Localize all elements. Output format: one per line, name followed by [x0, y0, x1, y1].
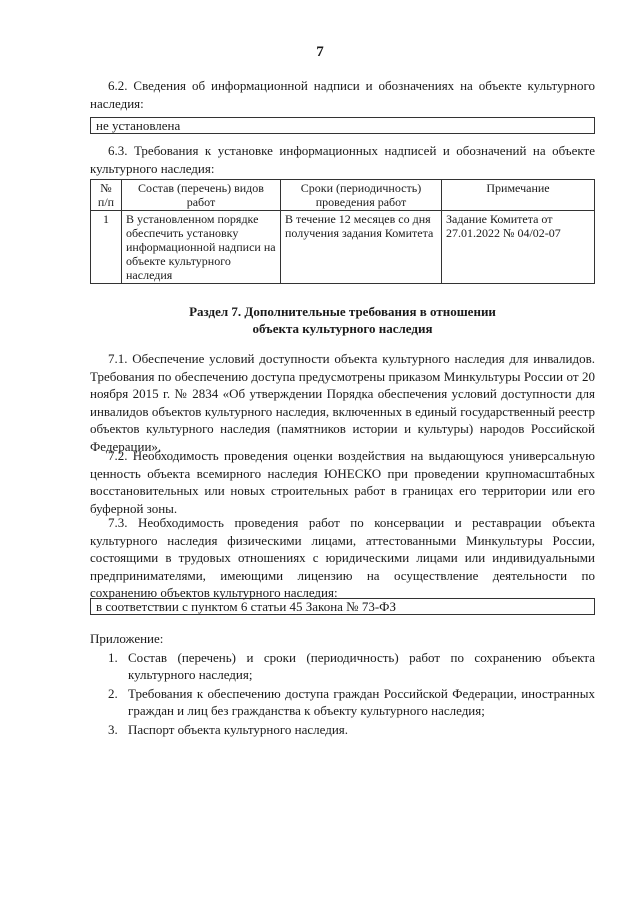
header-works: Состав (перечень) видов работ	[122, 180, 281, 211]
cell-works: В установленном порядке обеспечить установку информационной надписи на объекте культурного наследия	[122, 211, 281, 284]
appendix-item-number: 1.	[108, 650, 118, 665]
appendix-item	[90, 649, 595, 683]
paragraph-7-2: 7.2. Необходимость проведения оценки воздействия на выдающуюся универсальную ценность объекта всемирного наследия ЮНЕСКО при проведении крупномасштабных восстановительных или новых строительных работ в границах его территории или его буферной зоны.	[90, 448, 595, 516]
paragraph-7-3-value: в соответствии с пунктом 6 статьи 45 Закона № 73-ФЗ	[90, 598, 595, 615]
page-number: 7	[316, 44, 324, 60]
appendix-item-text: Состав (перечень) и сроки (периодичность) работ по сохранению объекта культурного наследия;	[128, 650, 595, 682]
cell-number: 1	[91, 211, 122, 284]
paragraph-7-1: 7.1. Обеспечение условий доступности объекта культурного наследия для инвалидов. Требования по обеспечению доступа предусмотрены приказом Минкультуры России от 20 ноября 2015 г. № 2834 «Об утверждении Порядка обеспечения условий доступности для инвалидов объектов культурного наследия, включенных в единый государственный реестр объектов культурного наследия (памятников истории и культуры) народов Российской Федерации».	[90, 351, 595, 454]
header-number: № п/п	[91, 180, 122, 211]
cell-note: Задание Комитета от 27.01.2022 № 04/02-07	[442, 211, 595, 284]
section-7-title	[90, 303, 595, 337]
header-note: Примечание	[442, 180, 595, 211]
header-terms: Сроки (периодичность) проведения работ	[281, 180, 442, 211]
appendix-item-number: 3.	[108, 722, 118, 737]
appendix-item-text: Требования к обеспечению доступа граждан Российской Федерации, иностранных граждан и лиц без гражданства к объекту культурного наследия;	[128, 686, 595, 718]
appendix-item	[90, 685, 595, 719]
table-row	[91, 211, 595, 284]
section-6-2-text: 6.2. Сведения об информационной надписи и обозначениях на объекте культурного наследия:	[90, 78, 595, 111]
section-6-2-value: не установлена	[90, 117, 595, 134]
appendix-label: Приложение:	[90, 631, 164, 646]
appendix-item	[90, 721, 595, 738]
paragraph-7-3: 7.3. Необходимость проведения работ по консервации и реставрации объекта культурного наследия физическими лицами, аттестованными Минкультуры России, состоящими в трудовых отношениях с юридическими лицами или индивидуальными предпринимателями, имеющими лицензию на осуществление деятельности по сохранению объектов культурного наследия:	[90, 515, 595, 600]
section-7-title-line-2: объекта культурного наследия	[252, 321, 433, 336]
cell-terms: В течение 12 месяцев со дня получения задания Комитета	[281, 211, 442, 284]
appendix-item-number: 2.	[108, 686, 118, 701]
table-header-row	[91, 180, 595, 211]
section-6-3-text: 6.3. Требования к установке информационных надписей и обозначений на объекте культурного наследия:	[90, 143, 595, 176]
appendix-list	[90, 649, 595, 740]
requirements-table	[90, 179, 595, 284]
section-7-title-line-1: Раздел 7. Дополнительные требования в отношении	[189, 304, 496, 319]
appendix-item-text: Паспорт объекта культурного наследия.	[128, 722, 349, 737]
